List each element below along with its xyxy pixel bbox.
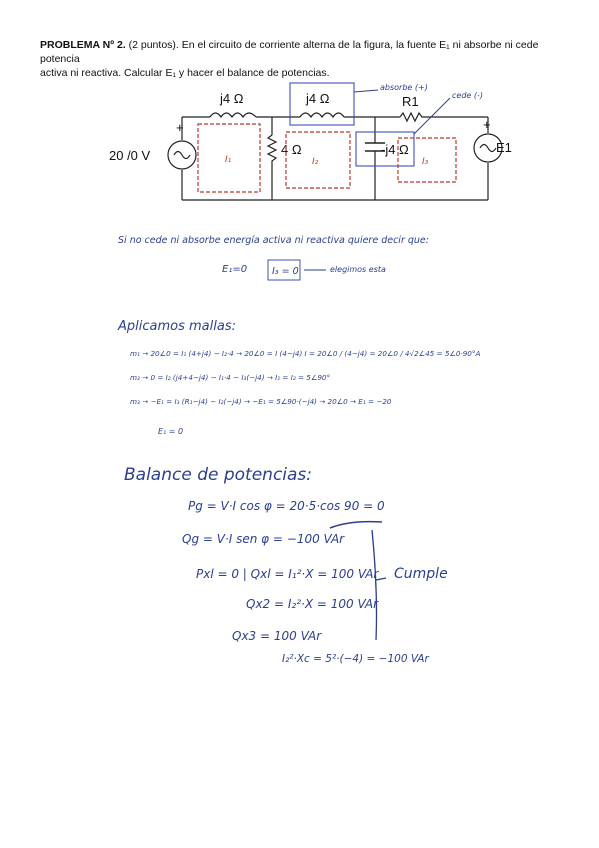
balance-title: Balance de potencias:: [124, 465, 313, 485]
c-label: -j4 Ω: [381, 142, 409, 157]
mesh-i3: I₃: [422, 157, 429, 167]
arrow-absorbe: [354, 90, 378, 92]
l1-label: j4 Ω: [220, 91, 244, 106]
problem-text-2: activa ni reactiva. Calcular E₁ y hacer el balance de potencias.: [40, 67, 330, 79]
mesh-eq-2: m₂ → 0 = I₂ (j4+4−j4) − I₁·4 − I₃(−j4) → I₁ = I₂ = 5∠90°: [130, 373, 331, 382]
mesh-loops: [198, 124, 456, 192]
mesh-eq-1: m₁ → 20∠0 = I₁ (4+j4) − I₂·4 → 20∠0 = I (4−j4) I = 20∠0 / (4−j4) = 20∠0 / 4√2∠45 = 5∠0·90°A: [130, 349, 481, 358]
eq-qx3: Qx3 = 100 VAr: [232, 629, 322, 643]
eq-qg: Qg = V·I sen φ = −100 VAr: [182, 532, 345, 546]
problem-label: PROBLEMA Nº 2.: [40, 39, 126, 51]
eq-pxl: Pxl = 0 | Qxl = I₁²·X = 100 VAr: [196, 567, 379, 581]
brace-stroke: [372, 530, 377, 640]
eq-qx2: Qx2 = I₂²·X = 100 VAr: [246, 597, 378, 611]
plus-sign-left: +: [176, 120, 184, 135]
note-cede: cede (-): [452, 91, 483, 100]
mesh-i1: I₁: [225, 155, 232, 165]
l2-label: j4 Ω: [306, 91, 330, 106]
inductor-l2-icon: [300, 113, 344, 117]
cumple-label: Cumple: [394, 566, 448, 582]
inductor-l1-icon: [210, 113, 256, 117]
underline-stroke: [330, 522, 382, 528]
e1-label: E1: [496, 140, 512, 155]
note-line1: Si no cede ni absorbe energía activa ni reactiva quiere decir que:: [118, 235, 429, 246]
aplicamos-mallas: Aplicamos mallas:: [118, 319, 236, 334]
mesh-i2: I₂: [312, 157, 319, 167]
mesh-eq-3: m₃ → −E₁ = I₃ (R₁−j4) − I₂(−j4) → −E₁ = 5∠90·(−j4) → 20∠0 → E₁ = −20: [130, 397, 392, 406]
r-label: 4 Ω: [281, 142, 302, 157]
note-i3: I₃ = 0: [272, 266, 299, 277]
problem-points: (2 puntos).: [128, 39, 179, 51]
resistor-r1-icon: [400, 113, 425, 121]
ac-source-left-icon: [168, 141, 196, 169]
e1-result: E₁ = 0: [158, 427, 184, 436]
eq-pg: Pg = V·I cos φ = 20·5·cos 90 = 0: [188, 499, 385, 513]
r1-label: R1: [402, 94, 419, 109]
resistor-4ohm-icon: [268, 135, 276, 165]
note-absorbe: absorbe (+): [380, 83, 428, 92]
arrow-cede: [414, 98, 450, 134]
note-elegimos: elegimos esta: [330, 265, 386, 274]
eq-ic: I₂²·Xc = 5²·(−4) = −100 VAr: [282, 653, 429, 665]
note-e1-eq: E₁=0: [222, 264, 248, 275]
plus-sign-right: +: [483, 117, 491, 132]
source-label: 20 /0 V: [109, 148, 151, 163]
problem-text-1: En el circuito de corriente alterna de la figura, la fuente E₁ ni absorbe ni cede potencia: [40, 39, 539, 65]
